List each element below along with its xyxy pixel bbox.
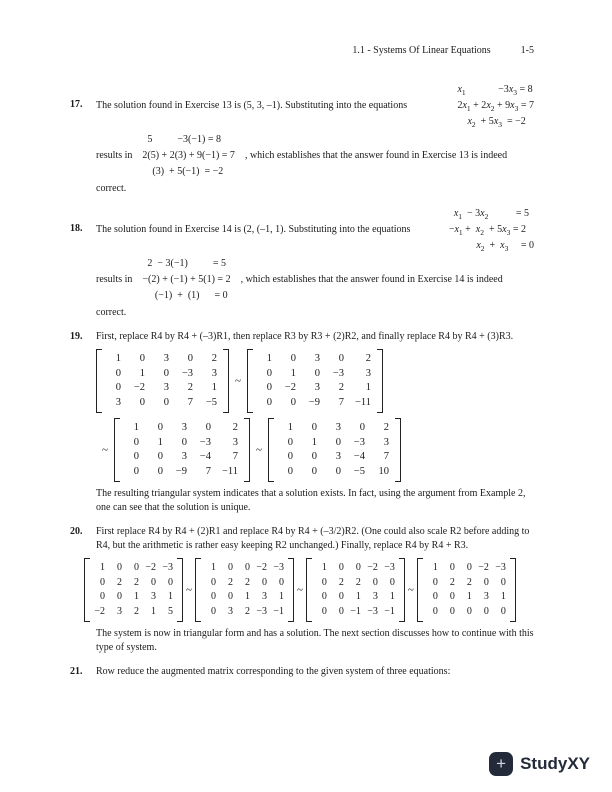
matrix-cell: 0 [210, 576, 216, 588]
matrix-cell: 2 [383, 422, 389, 433]
matrix-cell: 0 [100, 591, 105, 602]
matrix-cell: 0 [355, 562, 361, 573]
matrix-cell: 2 [355, 576, 361, 588]
matrix-cell: 0 [210, 605, 216, 617]
matrix-cell: 0 [321, 605, 327, 617]
matrix-cell: −5 [205, 396, 217, 408]
matrix-cell: 0 [314, 367, 320, 379]
item-number: 20. [70, 526, 83, 537]
matrix-cell: 0 [227, 591, 233, 602]
matrix-cell: 0 [117, 591, 122, 602]
matrix-cell: 0 [163, 396, 169, 408]
matrix [195, 558, 294, 622]
matrix-cell: −2 [367, 562, 378, 573]
matrix-right-bracket [395, 418, 401, 482]
matrix-cell: 0 [321, 576, 327, 588]
item-number: 18. [70, 223, 83, 234]
item-body [96, 82, 534, 196]
correct-text: correct. [96, 307, 127, 318]
computation-line: (−1) + (1) = 0 [142, 290, 228, 301]
matrix-cell: 1 [151, 605, 156, 617]
computation-line: 2(5) + 2(3) + 9(−1) = 7 [142, 150, 235, 161]
matrix-row [96, 349, 534, 413]
matrix-grid [274, 418, 395, 482]
matrix-grid [102, 349, 223, 413]
matrix-cell: 0 [278, 576, 284, 588]
matrix-cell: 0 [290, 396, 296, 408]
matrix-cell: 2 [227, 576, 233, 588]
matrix-right-bracket [399, 558, 405, 622]
matrix [96, 349, 229, 413]
matrix-cell: 0 [466, 605, 472, 617]
matrix-cell: 3 [232, 436, 238, 448]
equation-line: $-x_1 + x_2 + 5x_3 = 2$ [448, 224, 526, 237]
matrix-cell: −3 [273, 562, 284, 573]
matrix-cell: 0 [163, 367, 169, 379]
equation-system [449, 206, 534, 254]
matrix-cell: 0 [261, 576, 267, 588]
matrix-cell: 3 [211, 367, 217, 379]
instruction-text: Row reduce the augmented matrix corresponding to the given system of three equations: [96, 666, 451, 677]
matrix-cell: 1 [244, 591, 250, 602]
matrix-cell: 2 [365, 353, 371, 364]
intro-text: The solution found in Exercise 14 is (2, (–1, 1). Substituting into the equations [96, 224, 411, 235]
matrix-cell: 0 [500, 605, 506, 617]
matrix-cell: 0 [389, 576, 395, 588]
results-label: results in [96, 274, 133, 285]
matrix-cell: −2 [478, 562, 489, 573]
matrix-cell: 3 [261, 591, 267, 602]
item-body [96, 330, 534, 515]
row-equivalence-tilde: ~ [186, 584, 192, 596]
matrix-cell: −2 [284, 382, 296, 393]
matrix-cell: 0 [432, 576, 438, 588]
matrix-cell: 1 [287, 422, 293, 433]
matrix-cell: 7 [232, 451, 238, 462]
equation-line: $x_1 - 3x_2$ = 5 [453, 208, 529, 221]
intro-row [96, 82, 534, 130]
matrix-cell: −4 [353, 451, 365, 462]
plus-icon: + [489, 752, 513, 776]
matrix [417, 558, 516, 622]
matrix-cell: −9 [308, 396, 320, 408]
matrix-cell: −2 [133, 382, 145, 393]
matrix-cell: 10 [378, 465, 389, 477]
matrix-cell: −3 [495, 562, 506, 573]
matrix-cell: 1 [321, 562, 327, 573]
matrix-cell: −11 [354, 396, 371, 408]
matrix-cell: 0 [133, 436, 139, 448]
matrix-cell: −3 [384, 562, 395, 573]
matrix-cell: 1 [134, 591, 139, 602]
matrix-cell: −3 [332, 367, 344, 379]
matrix-cell: −11 [221, 465, 238, 477]
outro-text: , which establishes that the answer found in Exercise 13 is indeed [244, 150, 508, 161]
computation-stack [142, 132, 235, 180]
matrix [84, 558, 183, 622]
matrix-cell: 3 [151, 591, 156, 602]
matrix-grid [90, 558, 177, 622]
matrix-cell: 1 [365, 382, 371, 393]
matrix-cell: −1 [350, 605, 361, 617]
matrix-grid [312, 558, 399, 622]
matrix-cell: 0 [205, 422, 211, 433]
matrix-cell: 2 [338, 382, 344, 393]
computation-line: 5 −3(−1) = 8 [142, 134, 221, 145]
studyxy-logo [489, 752, 590, 776]
computation-line: (3) + 5(−1) = −2 [142, 166, 224, 177]
matrix-cell: 3 [335, 422, 341, 433]
matrix-cell: 0 [100, 576, 105, 588]
matrix-cell: 0 [432, 591, 438, 602]
matrix-cell: 0 [290, 353, 296, 364]
matrix-cell: 0 [466, 562, 472, 573]
matrix-cell: 0 [287, 451, 293, 462]
matrix-cell: 1 [168, 591, 173, 602]
row-equivalence-tilde: ~ [296, 584, 303, 596]
matrix-cell: −3 [162, 562, 173, 573]
matrix-cell: 5 [168, 605, 173, 617]
intro-row [96, 206, 534, 254]
matrix-cell: −4 [199, 451, 211, 462]
matrix-cell: 0 [338, 591, 344, 602]
row-equivalence-tilde: ~ [102, 444, 108, 456]
matrix-cell: 0 [287, 436, 293, 448]
matrix-cell: 0 [311, 451, 317, 462]
matrix-cell: 3 [181, 451, 187, 462]
matrix-cell: 2 [244, 605, 250, 617]
computation-stack [142, 256, 230, 304]
matrix-cell: 0 [311, 422, 317, 433]
results-row [96, 132, 534, 180]
matrix-cell: 2 [117, 576, 122, 588]
matrix [268, 418, 401, 482]
matrix-cell: −2 [94, 605, 105, 617]
matrix-cell: 0 [359, 422, 365, 433]
matrix-cell: 1 [100, 562, 105, 573]
matrix-cell: 1 [355, 591, 361, 602]
matrix-cell: 0 [133, 465, 139, 477]
matrix-cell: −9 [175, 465, 187, 477]
exercise-item-21 [70, 665, 534, 681]
matrix-cell: 0 [335, 465, 341, 477]
matrix-cell: 1 [115, 353, 121, 364]
matrix-cell: 1 [290, 367, 296, 379]
matrix-cell: 3 [365, 367, 371, 379]
row-equivalence-tilde: ~ [256, 444, 262, 456]
matrix-cell: 3 [335, 451, 341, 462]
matrix-cell: 0 [244, 562, 250, 573]
matrix-cell: 3 [117, 605, 122, 617]
matrix-cell: 2 [232, 422, 238, 433]
matrix-cell: 0 [338, 353, 344, 364]
equation-system [457, 82, 534, 130]
page-header [70, 44, 534, 58]
matrix-cell: 0 [338, 562, 344, 573]
matrix-cell: 7 [187, 396, 193, 408]
matrix-cell: 0 [187, 353, 193, 364]
header-page-number: 1-5 [520, 45, 534, 56]
matrix-cell: 3 [181, 422, 187, 433]
equation-line: $x_2 + 5x_3 = -2$ [467, 116, 526, 129]
matrix-cell: 2 [338, 576, 344, 588]
computation-line: 2 − 3(−1) = 5 [142, 258, 226, 269]
matrix-cell: 2 [449, 576, 455, 588]
matrix-cell: 3 [383, 436, 389, 448]
matrix-grid [120, 418, 244, 482]
conclusion-text: The system is now in triangular form and has a solution. The next section discusses how to continue with this type of system. [96, 628, 534, 653]
exercise-item-19 [70, 330, 534, 515]
matrix-cell: 0 [483, 605, 489, 617]
matrix-grid [201, 558, 288, 622]
matrix-right-bracket [510, 558, 516, 622]
matrix-cell: 1 [278, 591, 284, 602]
results-label: results in [96, 150, 133, 161]
matrix-cell: 0 [133, 451, 139, 462]
matrix-cell: 2 [211, 353, 217, 364]
equation-line: $2x_1 + 2x_2 + 9x_3 = 7$ [457, 100, 534, 113]
matrix [306, 558, 405, 622]
matrix-cell: 3 [483, 591, 489, 602]
matrix-cell: 1 [157, 436, 163, 448]
matrix-cell: 2 [187, 382, 193, 393]
item-number: 19. [70, 331, 83, 342]
matrix-cell: 0 [157, 465, 163, 477]
matrix-cell: 0 [151, 576, 156, 588]
matrix-cell: 7 [383, 451, 389, 462]
matrix-cell: −3 [256, 605, 267, 617]
matrix-row [84, 558, 534, 622]
matrix-cell: 0 [449, 605, 455, 617]
matrix-cell: −3 [199, 436, 211, 448]
matrix-grid [253, 349, 377, 413]
matrix-cell: 0 [321, 591, 327, 602]
exercise-item-20 [70, 525, 534, 655]
matrix-cell: 0 [115, 367, 121, 379]
row-equivalence-tilde: ~ [235, 375, 241, 387]
matrix-cell: 0 [266, 382, 272, 393]
matrix-cell: 3 [314, 353, 320, 364]
item-body [96, 525, 534, 655]
matrix-cell: 0 [266, 367, 272, 379]
matrix-row [96, 418, 534, 482]
instruction-text: First, replace R4 by R4 + (–3)R1, then replace R3 by R3 + (2)R2, and finally replace R4 by R4 + (3)R3. [96, 331, 514, 342]
computation-line: −(2) + (−1) + 5(1) = 2 [142, 274, 231, 285]
matrix-cell: 0 [181, 436, 187, 448]
matrix-cell: 0 [335, 436, 341, 448]
matrix-cell: 0 [449, 562, 455, 573]
instruction-text: First replace R4 by R4 + (2)R1 and replace R4 by R4 + (–3/2)R2. (One could also scale R2 before adding to R4, but the arithmetic is rather easy keeping R2 unchanged.) Finally, replace R4 by R4 + R3. [96, 526, 530, 551]
matrix-cell: 1 [210, 562, 216, 573]
matrix-cell: 0 [134, 562, 139, 573]
matrix-cell: −2 [145, 562, 156, 573]
matrix-cell: 3 [372, 591, 378, 602]
correct-text: correct. [96, 183, 127, 194]
conclusion-text: The resulting triangular system indicates that a solution exists. In fact, using the argument from Example 2, one can see that the solution is unique. [96, 488, 526, 513]
matrix [247, 349, 383, 413]
matrix-right-bracket [244, 418, 250, 482]
matrix-cell: 0 [139, 353, 145, 364]
matrix-cell: 0 [210, 591, 216, 602]
matrix-cell: −3 [367, 605, 378, 617]
matrix [114, 418, 250, 482]
matrix-cell: 2 [134, 605, 139, 617]
matrix-cell: 0 [432, 605, 438, 617]
matrix-cell: 1 [211, 382, 217, 393]
matrix-cell: 1 [133, 422, 139, 433]
row-equivalence-tilde: ~ [407, 584, 414, 596]
matrix-cell: 0 [117, 562, 122, 573]
matrix-grid [423, 558, 510, 622]
item-number: 17. [70, 99, 83, 110]
matrix-cell: 0 [157, 451, 163, 462]
matrix-right-bracket [223, 349, 229, 413]
equation-line: $x_2 + x_3$ = 0 [476, 240, 534, 253]
matrix-cell: 1 [466, 591, 472, 602]
matrix-cell: −3 [353, 436, 365, 448]
matrix-cell: 1 [389, 591, 395, 602]
brand-name: StudyXY [520, 754, 590, 773]
matrix-cell: −1 [273, 605, 284, 617]
outro-text: , which establishes that the answer found in Exercise 14 is indeed [240, 274, 503, 285]
matrix-cell: 7 [338, 396, 344, 408]
matrix-cell: 2 [134, 576, 139, 588]
matrix-cell: −3 [181, 367, 193, 379]
matrix-cell: 1 [432, 562, 438, 573]
matrix-cell: 3 [163, 353, 169, 364]
matrix-cell: 0 [500, 576, 506, 588]
matrix-cell: 0 [449, 591, 455, 602]
matrix-cell: 0 [168, 576, 173, 588]
matrix-cell: 0 [287, 465, 293, 477]
matrix-cell: 0 [311, 465, 317, 477]
item-body [96, 206, 534, 320]
matrix-cell: 0 [139, 396, 145, 408]
matrix-right-bracket [177, 558, 183, 622]
matrix-cell: −2 [256, 562, 267, 573]
item-number: 21. [70, 666, 83, 677]
matrix-right-bracket [377, 349, 383, 413]
matrix-cell: 0 [227, 562, 233, 573]
matrix-cell: 1 [500, 591, 506, 602]
item-body [96, 665, 534, 681]
matrix-cell: 1 [266, 353, 272, 364]
matrix-cell: 3 [115, 396, 121, 408]
matrix-cell: 0 [483, 576, 489, 588]
exercise-item-18 [70, 206, 534, 320]
matrix-cell: 3 [227, 605, 233, 617]
intro-text: The solution found in Exercise 13 is (5, 3, –1). Substituting into the equations [96, 100, 408, 111]
matrix-cell: −5 [353, 465, 365, 477]
matrix-cell: 3 [163, 382, 169, 393]
matrix-cell: 0 [372, 576, 378, 588]
matrix-cell: 2 [244, 576, 250, 588]
matrix-cell: 0 [157, 422, 163, 433]
matrix-cell: 0 [338, 605, 344, 617]
results-row [96, 256, 534, 304]
matrix-cell: 1 [311, 436, 317, 448]
equation-line: $x_1$ $-3x_3 = 8$ [457, 84, 533, 97]
matrix-cell: 3 [314, 382, 320, 393]
exercise-item-17 [70, 82, 534, 196]
matrix-cell: 7 [205, 465, 211, 477]
matrix-cell: 0 [115, 382, 121, 393]
matrix-right-bracket [288, 558, 294, 622]
matrix-cell: 2 [466, 576, 472, 588]
matrix-cell: 0 [266, 396, 272, 408]
matrix-cell: −1 [384, 605, 395, 617]
header-section-title: 1.1 - Systems Of Linear Equations [352, 45, 491, 56]
matrix-cell: 1 [139, 367, 145, 379]
